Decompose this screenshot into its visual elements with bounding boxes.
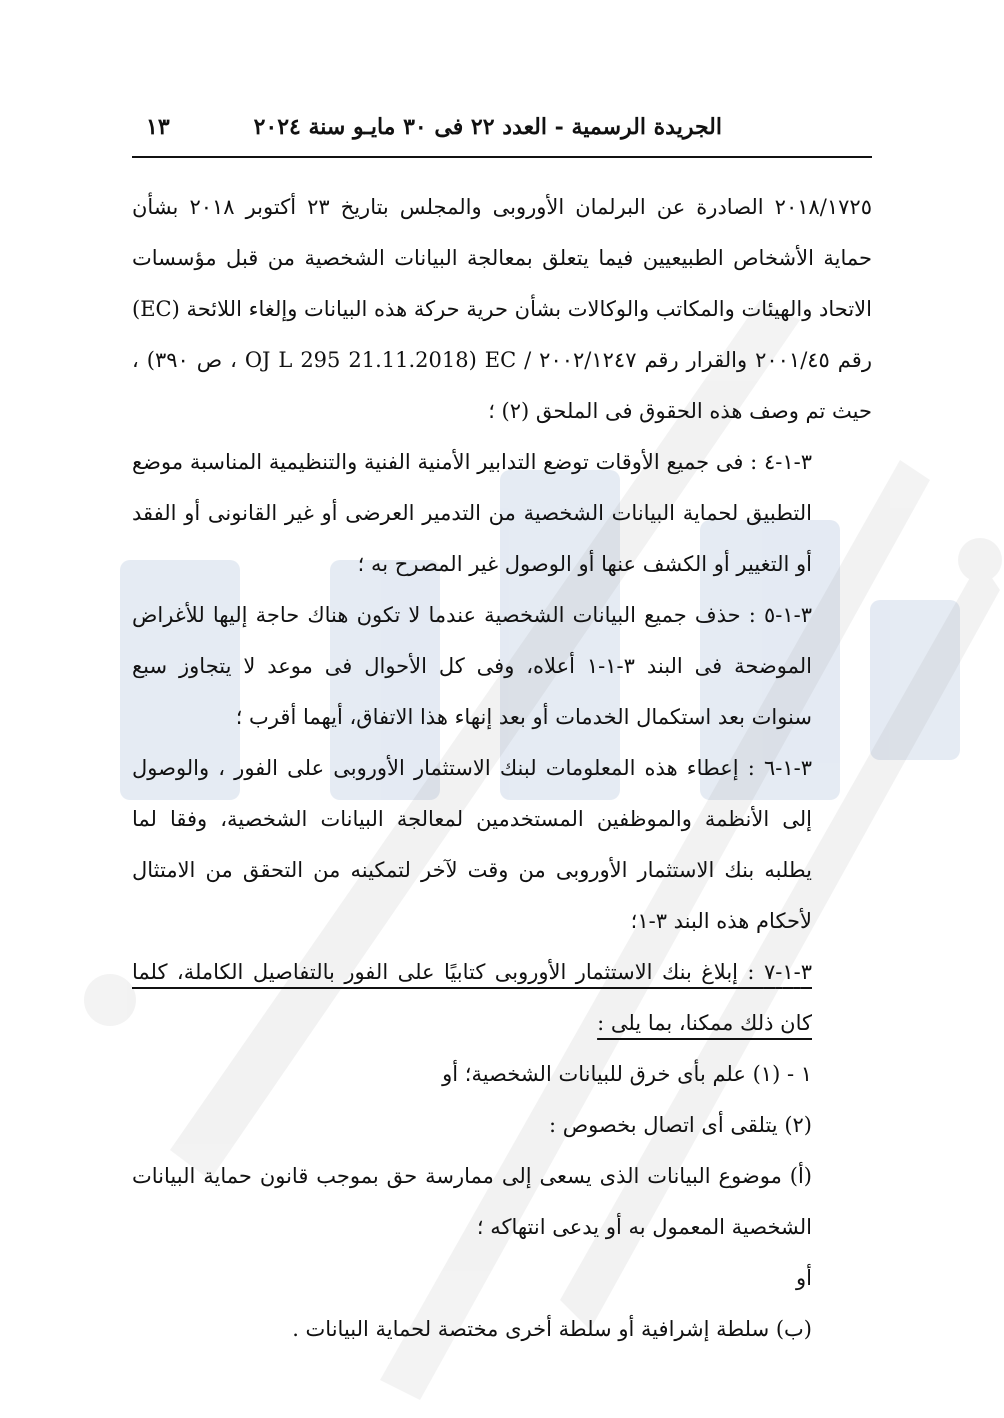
sub-item-b: (ب) سلطة إشرافية أو سلطة أخرى مختصة لحماية البيانات . xyxy=(292,1317,812,1341)
page-number: ١٣ xyxy=(146,114,170,140)
sub-item-2: (٢) يتلقى أى اتصال بخصوص : xyxy=(548,1113,812,1137)
sub-item-a: (أ) موضوع البيانات الذى يسعى إلى ممارسة حق بموجب قانون حماية البيانات الشخصية المعمول به أو يدعى انتهاكه ؛ xyxy=(132,1164,812,1239)
conjunction-or: أو xyxy=(796,1266,812,1290)
clause-3-1-4: ٣-١-٤ : فى جميع الأوقات توضع التدابير الأمنية الفنية والتنظيمية المناسبة موضع التطبيق لحماية البيانات الشخصية من التدمير العرضى أو غير القانونى أو الفقد أو التغيير أو الكشف عنها أو الوصول غير المصرح به ؛ xyxy=(132,450,812,576)
clause-3-1-7: ٣-١-٧ : إبلاغ بنك الاستثمار الأوروبى كتابيًا على الفور بالتفاصيل الكاملة، كلما كان ذلك ممكنا، بما يلى : xyxy=(132,960,812,1035)
page-header xyxy=(132,100,872,158)
document-page xyxy=(132,100,872,1355)
document-body xyxy=(132,182,872,1355)
sub-item-1: ١ - (١) علم بأى خرق للبيانات الشخصية؛ أو xyxy=(442,1062,812,1086)
gazette-title: الجريدة الرسمية - العدد ٢٢ فى ٣٠ مايـو سنة ٢٠٢٤ xyxy=(253,114,722,140)
clause-3-1-6: ٣-١-٦ : إعطاء هذه المعلومات لبنك الاستثمار الأوروبى على الفور ، والوصول إلى الأنظمة والموظفين المستخدمين لمعالجة البيانات الشخصية، وفقا لما يطلبه بنك الاستثمار الأوروبى من وقت لآخر لتمكينه من التحقق من الامتثال لأحكام هذه البند ٣-١؛ xyxy=(132,756,812,933)
paragraph: ٢٠١٨/١٧٢٥ الصادرة عن البرلمان الأوروبى والمجلس بتاريخ ٢٣ أكتوبر ٢٠١٨ بشأن حماية الأشخاص الطبيعيين فيما يتعلق بمعالجة البيانات الشخصية من قبل مؤسسات الاتحاد والهيئات والمكاتب والوكالات بشأن حرية حركة هذه البيانات وإلغاء اللائحة (EC) رقم ٢٠٠١/٤٥ والقرار رقم ٢٠٠٢/١٢٤٧ / EC (OJ L 295 21.11.2018 ، ص ٣٩٠) ، حيث تم وصف هذه الحقوق فى الملحق (٢) ؛ xyxy=(132,195,872,423)
clause-3-1-5: ٣-١-٥ : حذف جميع البيانات الشخصية عندما لا تكون هناك حاجة إليها للأغراض الموضحة فى البند ٣-١-١ أعلاه، وفى كل الأحوال فى موعد لا يتجاوز سبع سنوات بعد استكمال الخدمات أو بعد إنهاء هذا الاتفاق، أيهما أقرب ؛ xyxy=(132,603,812,729)
